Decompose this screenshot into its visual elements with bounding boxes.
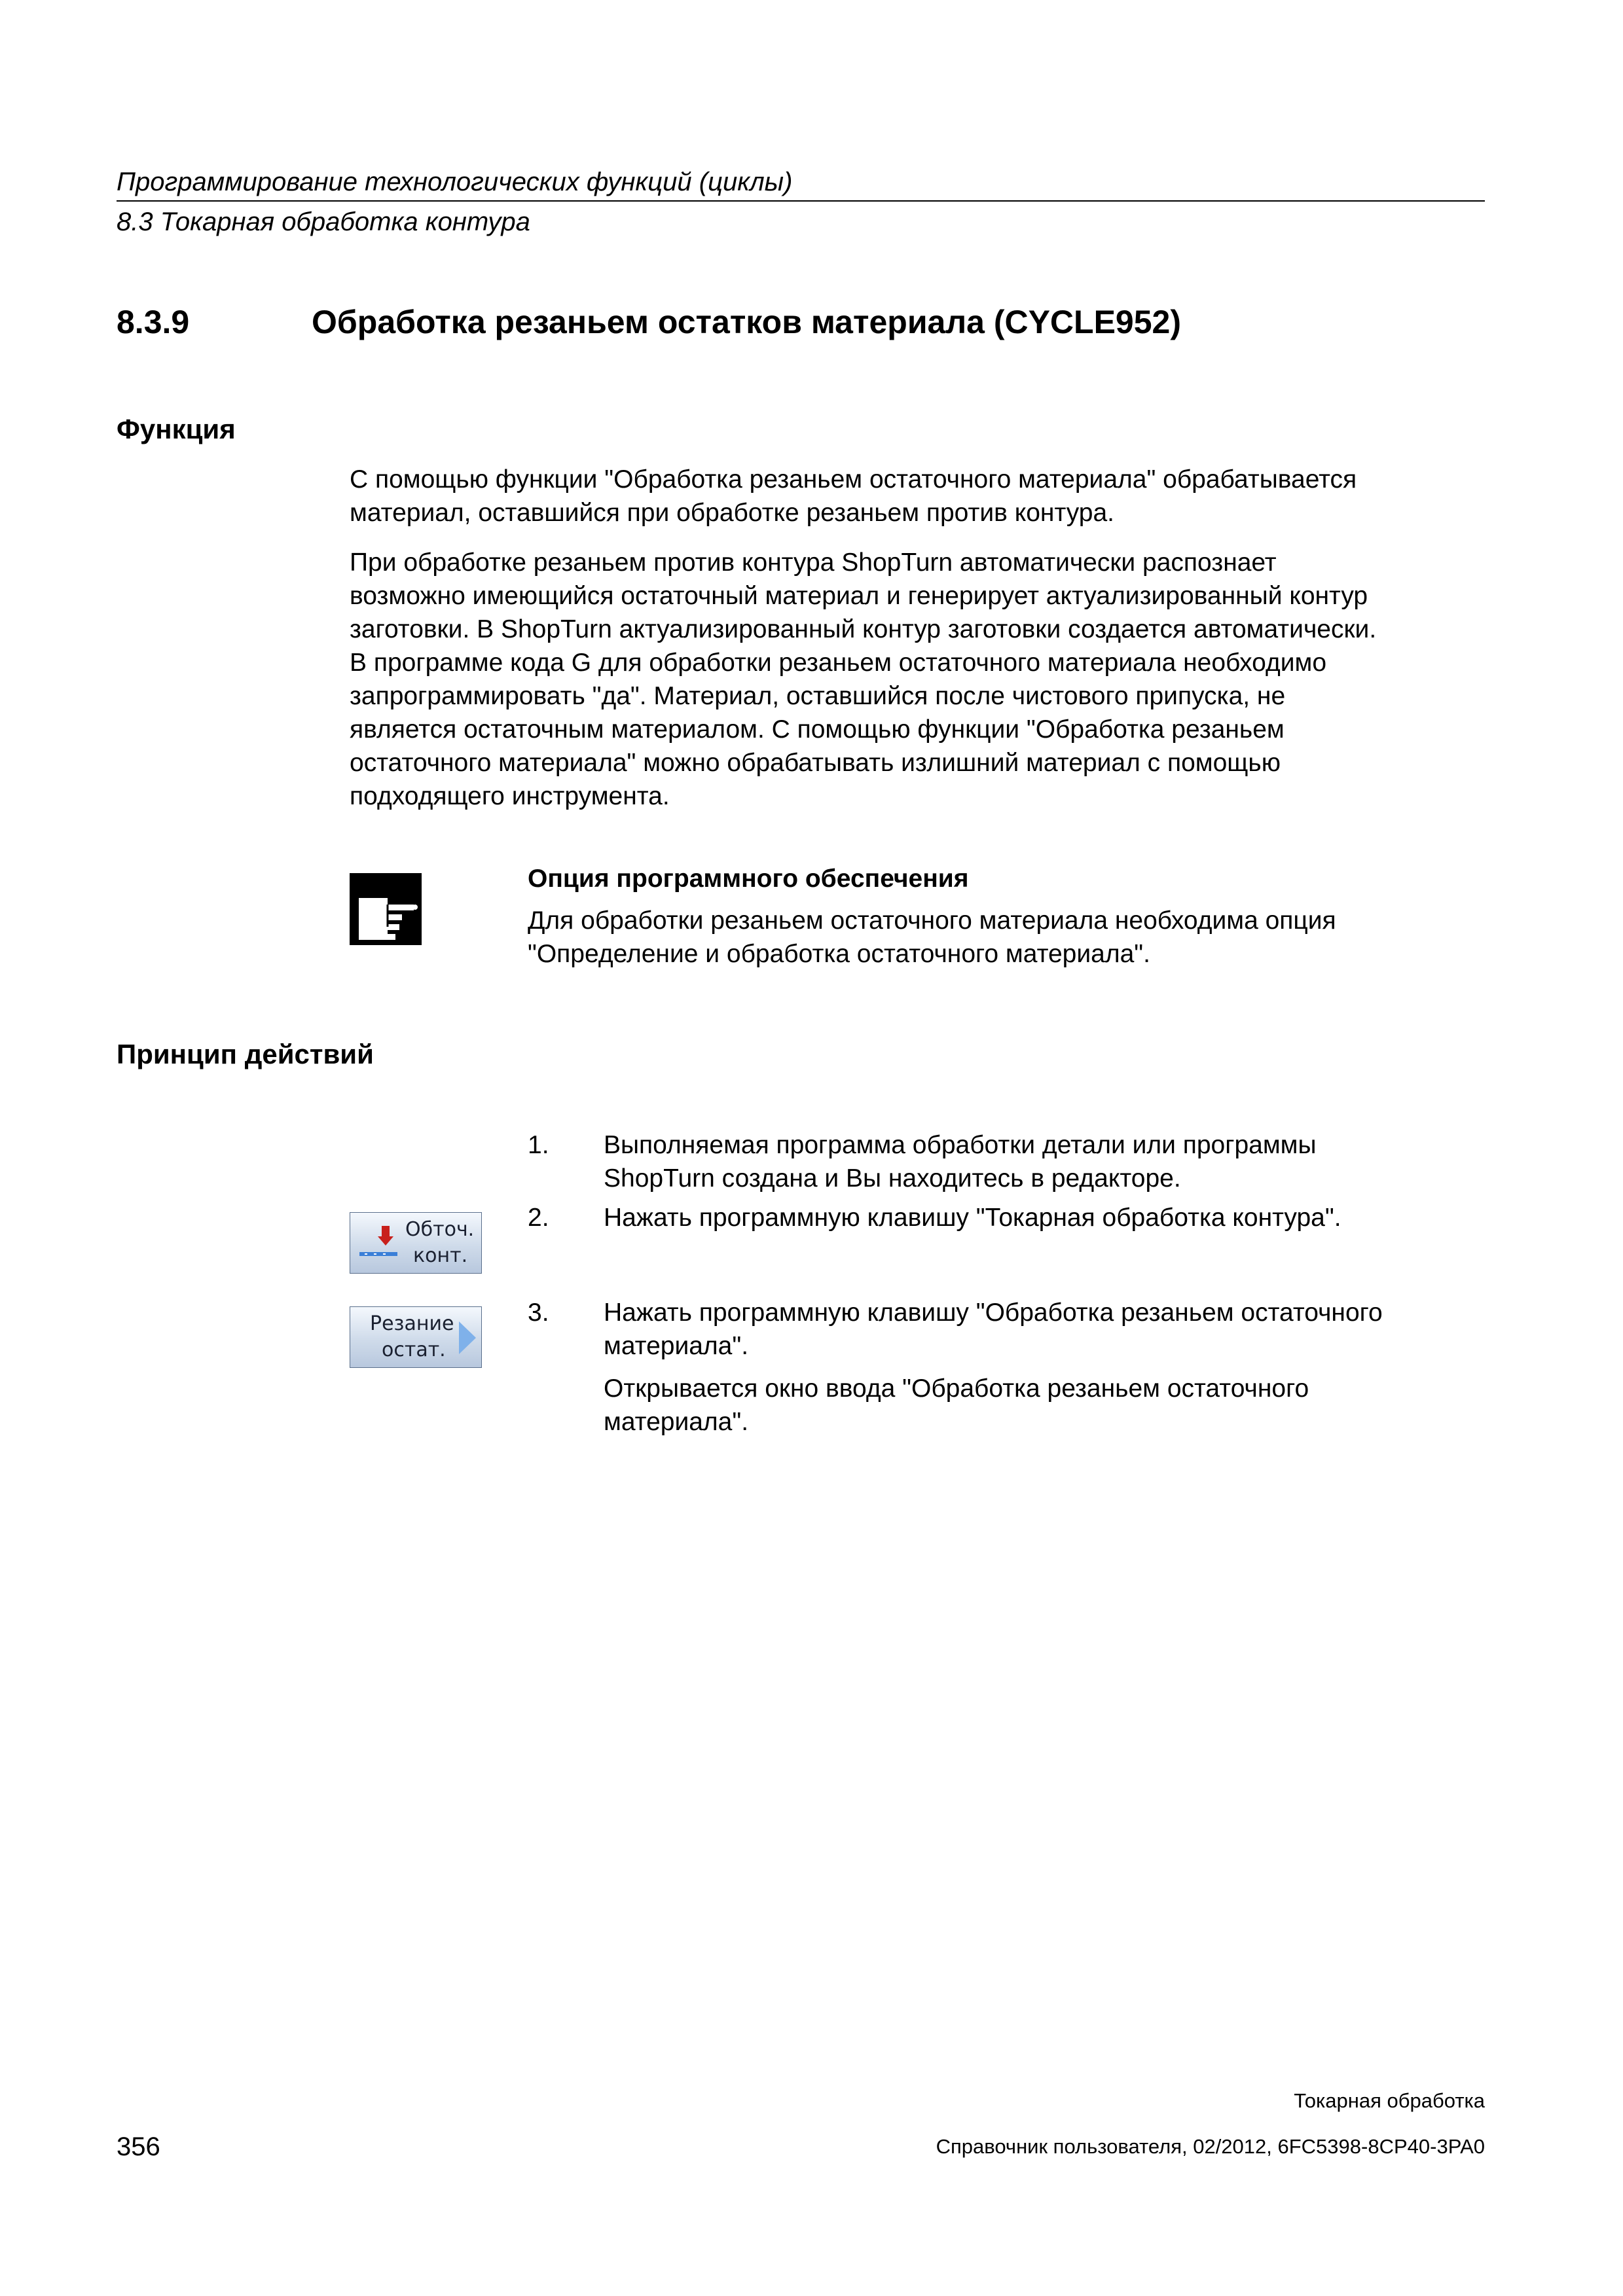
footer-reference: Справочник пользователя, 02/2012, 6FC5398-8CP40-3PA0 [936,2135,1485,2158]
text-line: материала". [604,1408,749,1436]
procedure-heading: Принцип действий [117,1039,374,1069]
function-paragraph-1 [350,463,1489,529]
text-line: Выполняемая программа обработки детали или программы [604,1131,1317,1159]
note-title: Опция программного обеспечения [528,865,969,893]
text-line: является остаточным материалом. С помощью функции "Обработка резаньем [350,715,1285,744]
text-line: Для обработки резаньем остаточного материала необходима опция [528,906,1336,935]
text-line: материал, оставшийся при обработке резаньем против контура. [350,499,1115,527]
softkey-residual-material[interactable] [350,1306,482,1368]
text-line: Нажать программную клавишу "Токарная обработка контура". [604,1204,1341,1232]
text-line: В программе кода G для обработки резаньем остаточного материала необходимо [350,649,1327,677]
page-number: 356 [117,2132,160,2161]
step-text [604,1296,1383,1363]
step-result [604,1372,1309,1439]
function-heading: Функция [117,414,236,444]
text-line: Нажать программную клавишу "Обработка резаньем остаточного [604,1299,1383,1327]
text-line: подходящего инструмента. [350,782,670,810]
software-option-hand-icon [350,873,422,945]
step-number: 3. [528,1299,549,1327]
section-title: Обработка резаньем остатков материала (CYCLE952) [312,304,1182,340]
softkey-label: Обточ. [405,1218,475,1241]
function-paragraph-2 [350,546,1489,813]
softkey-label: Резание [370,1312,454,1335]
running-header-section: 8.3 Токарная обработка контура [117,207,530,236]
softkey-label: конт. [413,1244,468,1267]
step-number: 1. [528,1131,549,1159]
softkey-label: остат. [382,1338,446,1361]
arrow-right-icon [459,1321,476,1354]
footer-manual-title: Токарная обработка [1294,2089,1485,2112]
hand-pointer-icon [350,873,422,945]
step-number: 2. [528,1204,549,1232]
text-line: материала". [604,1332,749,1360]
running-header-chapter: Программирование технологических функций (циклы) [117,168,793,196]
contour-turning-icon [358,1223,399,1265]
section-number: 8.3.9 [117,304,190,340]
step-text [604,1128,1317,1195]
text-line: заготовки. В ShopTurn актуализированный контур заготовки создается автоматически. [350,615,1377,643]
text-line: ShopTurn создана и Вы находитесь в редакторе. [604,1164,1181,1193]
note-text [528,904,1336,971]
text-line: "Определение и обработка остаточного материала". [528,940,1150,968]
text-line: запрограммировать "да". Материал, оставшийся после чистового припуска, не [350,682,1286,710]
text-line: возможно имеющийся остаточный материал и генерирует актуализированный контур [350,582,1368,610]
text-line: С помощью функции "Обработка резаньем остаточного материала" обрабатывается [350,465,1357,493]
header-divider [117,200,1485,202]
text-line: Открывается окно ввода "Обработка резаньем остаточного [604,1374,1309,1403]
step-text [604,1201,1341,1234]
softkey-contour-turning[interactable] [350,1212,482,1274]
text-line: остаточного материала" можно обрабатывать излишний материал с помощью [350,749,1281,777]
text-line: При обработке резаньем против контура ShopTurn автоматически распознает [350,548,1277,577]
